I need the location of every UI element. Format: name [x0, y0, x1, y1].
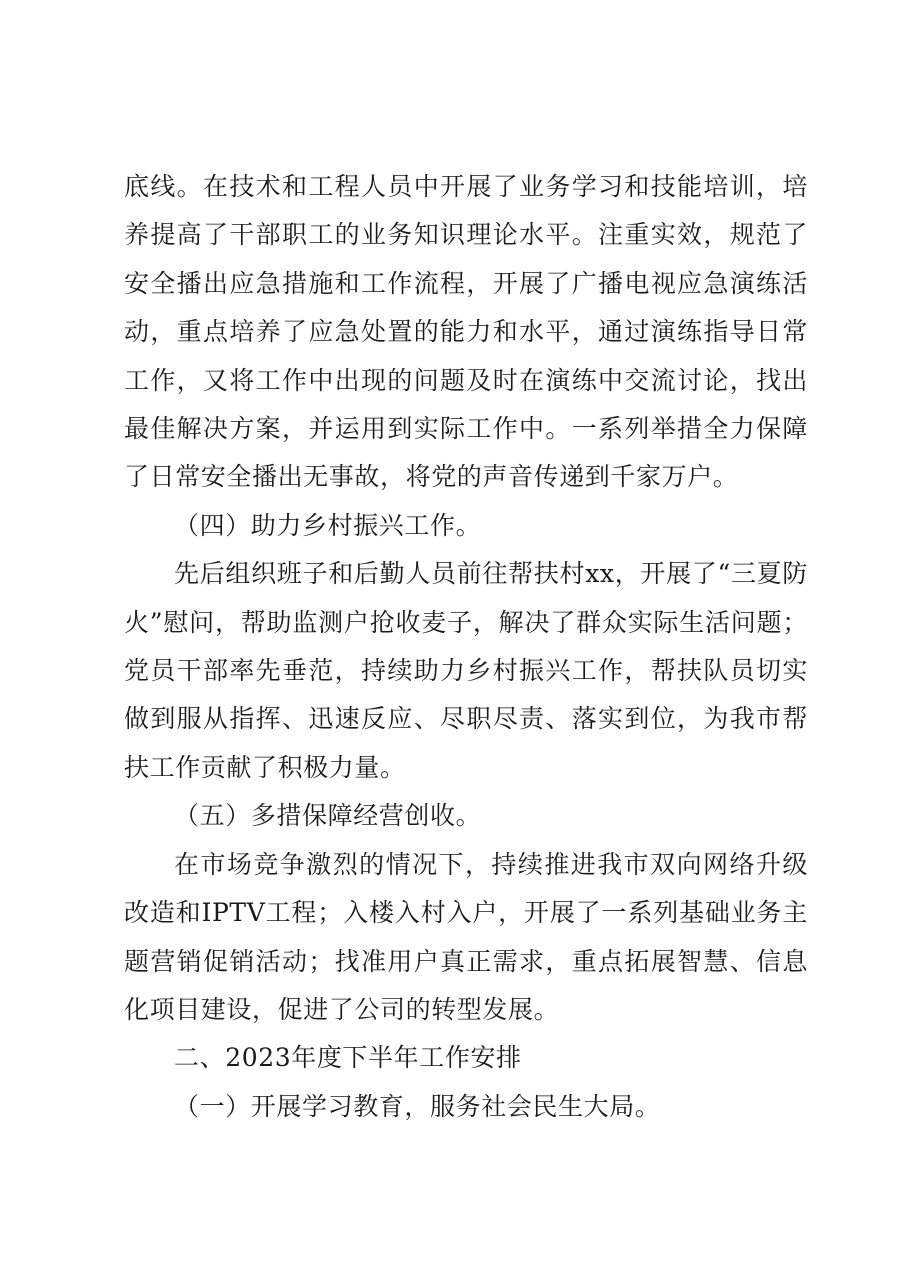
document-body — [124, 163, 808, 1131]
heading-study-education: （一）开展学习教育，服务社会民生大局。 — [174, 1091, 661, 1121]
heading-second-half-plan: 二、2023年度下半年工作安排 — [174, 1043, 522, 1073]
heading-business-revenue: （五）多措保障经营创收。 — [174, 801, 482, 831]
heading-rural-revitalization: （四）助力乡村振兴工作。 — [174, 510, 482, 540]
paragraph-rural-revitalization: 先后组织班子和后勤人员前往帮扶村xx，开展了“三夏防火”慰问，帮助监测户抢收麦子，解决了群众实际生活问题；党员干部率先垂范，持续助力乡村振兴工作，帮扶队员切实做到服从指挥、迅速反应、尽职尽责、落实到位，为我市帮扶工作贡献了积极力量。 — [124, 559, 808, 782]
paragraph-business-revenue: 在市场竞争激烈的情况下，持续推进我市双向网络升级改造和IPTV工程；入楼入村入户，开展了一系列基础业务主题营销促销活动；找准用户真正需求，重点拓展智慧、信息化项目建设，促进了公司的转型发展。 — [124, 849, 808, 1024]
paragraph-safety-broadcast: 底线。在技术和工程人员中开展了业务学习和技能培训，培养提高了干部职工的业务知识理论水平。注重实效，规范了安全播出应急措施和工作流程，开展了广播电视应急演练活动，重点培养了应急处置的能力和水平，通过演练指导日常工作，又将工作中出现的问题及时在演练中交流讨论，找出最佳解决方案，并运用到实际工作中。一系列举措全力保障了日常安全播出无事故，将党的声音传递到千家万户。 — [124, 172, 808, 492]
